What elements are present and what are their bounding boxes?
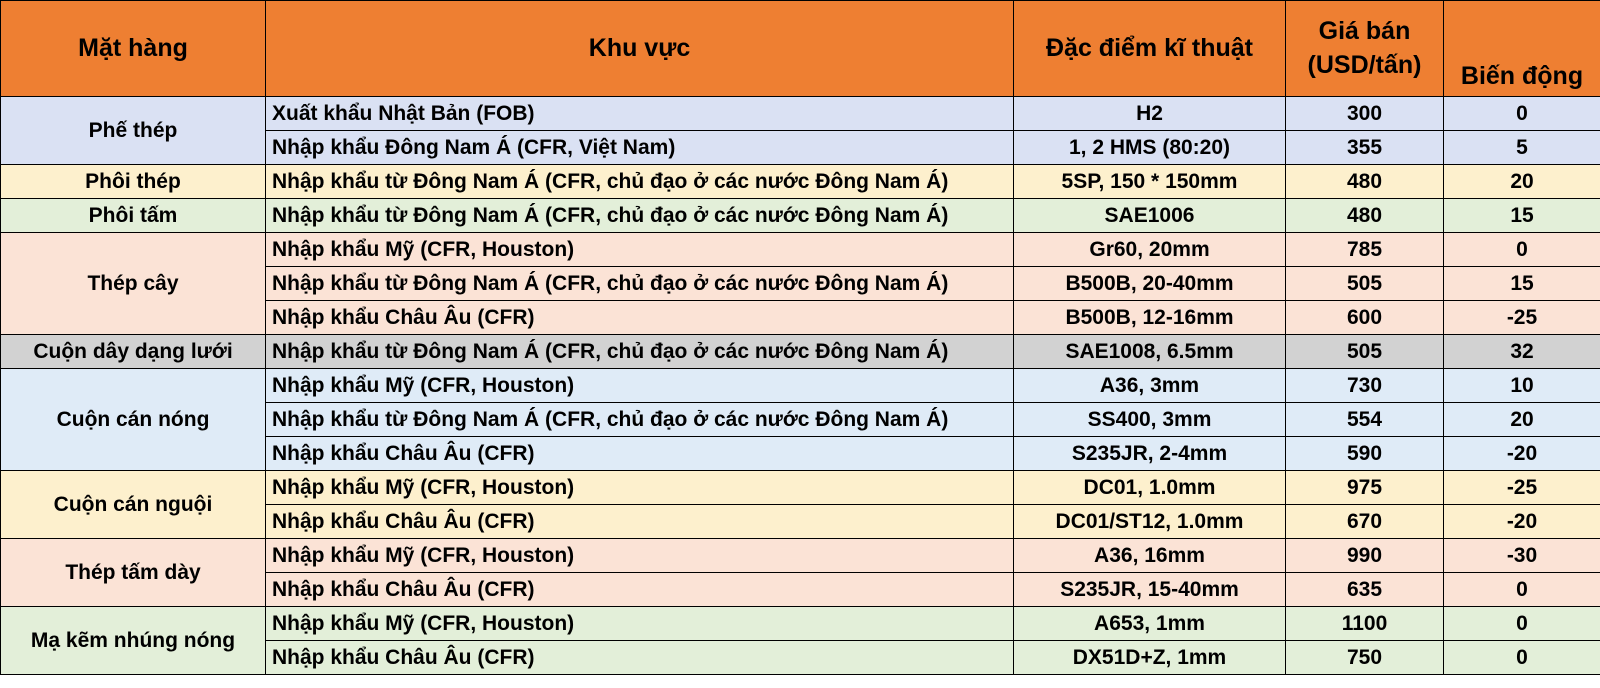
product-cell: Phôi thép xyxy=(1,165,266,199)
spec-cell: DC01/ST12, 1.0mm xyxy=(1014,505,1286,539)
region-cell: Nhập khẩu Châu Âu (CFR) xyxy=(266,301,1014,335)
price-cell: 730 xyxy=(1286,369,1444,403)
product-cell: Thép tấm dày xyxy=(1,539,266,607)
region-cell: Nhập khẩu từ Đông Nam Á (CFR, chủ đạo ở các nước Đông Nam Á) xyxy=(266,335,1014,369)
region-cell: Nhập khẩu từ Đông Nam Á (CFR, chủ đạo ở các nước Đông Nam Á) xyxy=(266,165,1014,199)
price-cell: 505 xyxy=(1286,335,1444,369)
price-cell: 1100 xyxy=(1286,607,1444,641)
price-cell: 750 xyxy=(1286,641,1444,675)
spec-cell: B500B, 20-40mm xyxy=(1014,267,1286,301)
product-cell: Cuộn cán nguội xyxy=(1,471,266,539)
product-cell: Cuộn cán nóng xyxy=(1,369,266,471)
region-cell: Nhập khẩu từ Đông Nam Á (CFR, chủ đạo ở các nước Đông Nam Á) xyxy=(266,199,1014,233)
region-cell: Nhập khẩu Châu Âu (CFR) xyxy=(266,573,1014,607)
price-cell: 785 xyxy=(1286,233,1444,267)
table-row xyxy=(1,369,1600,403)
header-price-line2: (USD/tấn) xyxy=(1307,50,1422,79)
region-cell: Nhập khẩu Châu Âu (CFR) xyxy=(266,437,1014,471)
table-row xyxy=(1,607,1600,641)
table-row xyxy=(1,335,1600,369)
price-cell: 975 xyxy=(1286,471,1444,505)
region-cell: Nhập khẩu Mỹ (CFR, Houston) xyxy=(266,369,1014,403)
spec-cell: 1, 2 HMS (80:20) xyxy=(1014,131,1286,165)
spec-cell: SAE1006 xyxy=(1014,199,1286,233)
price-cell: 990 xyxy=(1286,539,1444,573)
price-cell: 670 xyxy=(1286,505,1444,539)
region-cell: Nhập khẩu từ Đông Nam Á (CFR, chủ đạo ở các nước Đông Nam Á) xyxy=(266,267,1014,301)
header-region: Khu vực xyxy=(266,1,1014,97)
region-cell: Nhập khẩu Châu Âu (CFR) xyxy=(266,505,1014,539)
header-spec: Đặc điểm kĩ thuật xyxy=(1014,1,1286,97)
change-cell: 0 xyxy=(1444,97,1600,131)
table-row xyxy=(1,97,1600,131)
change-cell: 0 xyxy=(1444,233,1600,267)
price-cell: 355 xyxy=(1286,131,1444,165)
region-cell: Nhập khẩu từ Đông Nam Á (CFR, chủ đạo ở các nước Đông Nam Á) xyxy=(266,403,1014,437)
region-cell: Xuất khẩu Nhật Bản (FOB) xyxy=(266,97,1014,131)
region-cell: Nhập khẩu Châu Âu (CFR) xyxy=(266,641,1014,675)
table-row xyxy=(1,233,1600,267)
spec-cell: B500B, 12-16mm xyxy=(1014,301,1286,335)
change-cell: -25 xyxy=(1444,301,1600,335)
header-price-line1: Giá bán xyxy=(1318,16,1411,45)
region-cell: Nhập khẩu Đông Nam Á (CFR, Việt Nam) xyxy=(266,131,1014,165)
region-cell: Nhập khẩu Mỹ (CFR, Houston) xyxy=(266,607,1014,641)
header-change: Biến động xyxy=(1444,1,1600,97)
spec-cell: SAE1008, 6.5mm xyxy=(1014,335,1286,369)
spec-cell: 5SP, 150 * 150mm xyxy=(1014,165,1286,199)
spec-cell: A36, 16mm xyxy=(1014,539,1286,573)
product-cell: Mạ kẽm nhúng nóng xyxy=(1,607,266,675)
price-cell: 300 xyxy=(1286,97,1444,131)
change-cell: 20 xyxy=(1444,165,1600,199)
product-cell: Thép cây xyxy=(1,233,266,335)
change-cell: 15 xyxy=(1444,267,1600,301)
region-cell: Nhập khẩu Mỹ (CFR, Houston) xyxy=(266,471,1014,505)
table-header xyxy=(1,1,1600,97)
change-cell: 32 xyxy=(1444,335,1600,369)
price-cell: 554 xyxy=(1286,403,1444,437)
price-cell: 600 xyxy=(1286,301,1444,335)
change-cell: -20 xyxy=(1444,437,1600,471)
price-cell: 480 xyxy=(1286,165,1444,199)
header-product: Mặt hàng xyxy=(1,1,266,97)
product-cell: Phôi tấm xyxy=(1,199,266,233)
spec-cell: S235JR, 15-40mm xyxy=(1014,573,1286,607)
change-cell: 15 xyxy=(1444,199,1600,233)
region-cell: Nhập khẩu Mỹ (CFR, Houston) xyxy=(266,233,1014,267)
spec-cell: H2 xyxy=(1014,97,1286,131)
change-cell: 0 xyxy=(1444,641,1600,675)
spec-cell: DX51D+Z, 1mm xyxy=(1014,641,1286,675)
spec-cell: SS400, 3mm xyxy=(1014,403,1286,437)
change-cell: 20 xyxy=(1444,403,1600,437)
spec-cell: A653, 1mm xyxy=(1014,607,1286,641)
change-cell: -25 xyxy=(1444,471,1600,505)
change-cell: 5 xyxy=(1444,131,1600,165)
table-row xyxy=(1,539,1600,573)
table-body xyxy=(1,97,1600,675)
change-cell: -30 xyxy=(1444,539,1600,573)
table-row xyxy=(1,199,1600,233)
change-cell: 0 xyxy=(1444,573,1600,607)
spec-cell: A36, 3mm xyxy=(1014,369,1286,403)
table-row xyxy=(1,471,1600,505)
price-cell: 635 xyxy=(1286,573,1444,607)
change-cell: 0 xyxy=(1444,607,1600,641)
product-cell: Cuộn dây dạng lưới xyxy=(1,335,266,369)
change-cell: -20 xyxy=(1444,505,1600,539)
price-cell: 480 xyxy=(1286,199,1444,233)
spec-cell: S235JR, 2-4mm xyxy=(1014,437,1286,471)
price-cell: 505 xyxy=(1286,267,1444,301)
spec-cell: Gr60, 20mm xyxy=(1014,233,1286,267)
table-row xyxy=(1,165,1600,199)
header-price xyxy=(1286,1,1444,97)
change-cell: 10 xyxy=(1444,369,1600,403)
header-row xyxy=(1,1,1600,97)
price-cell: 590 xyxy=(1286,437,1444,471)
product-cell: Phế thép xyxy=(1,97,266,165)
spec-cell: DC01, 1.0mm xyxy=(1014,471,1286,505)
region-cell: Nhập khẩu Mỹ (CFR, Houston) xyxy=(266,539,1014,573)
